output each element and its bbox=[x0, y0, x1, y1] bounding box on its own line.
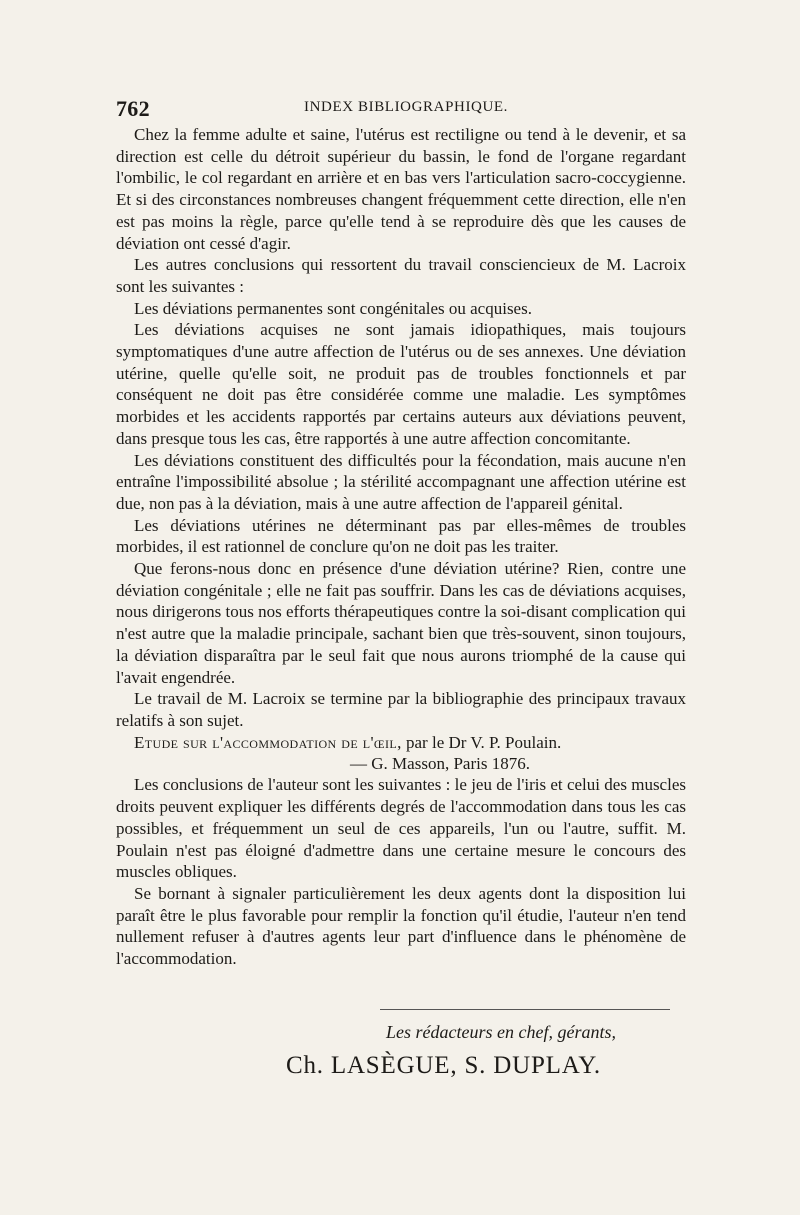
signature-divider bbox=[380, 1009, 670, 1010]
paragraph: Les conclusions de l'auteur sont les suivantes : le jeu de l'iris et celui des muscles droits peuvent expliquer les différents degrés de l'accommodation dans tous les cas possibles, et fréquemment un seul de ces appareils, l'un ou l'autre, suffit. M. Poulain n'est pas éloigné d'admettre dans une certaine mesure le concours des muscles obliques. bbox=[116, 775, 686, 882]
paragraph: Le travail de M. Lacroix se termine par la bibliographie des principaux travaux relatifs à son sujet. bbox=[116, 689, 686, 730]
paragraph: Les autres conclusions qui ressortent du travail consciencieux de M. Lacroix sont les suivantes : bbox=[116, 255, 686, 296]
paragraph: Se bornant à signaler particulièrement les deux agents dont la disposition lui paraît être le plus favorable pour remplir la fonction qu'il étudie, l'auteur n'en tend nullement refuser à d'autres agents leur part d'influence dans le phénomène de l'accommodation. bbox=[116, 883, 686, 969]
paragraph: Chez la femme adulte et saine, l'utérus est rectiligne ou tend à le devenir, et sa direction est celle du détroit supérieur du bassin, le fond de l'organe regardant l'ombilic, le col regardant en arrière et en bas vers l'articulation sacro-coccygienne. Et si des circonstances nombreuses changent fréquemment cette direction, elle n'en est pas moins la règle, parce qu'elle tend à se reproduire dès que les causes de déviation ont cessé d'agir. bbox=[116, 125, 686, 253]
page-header bbox=[116, 96, 686, 122]
entry-publisher: — G. Masson, Paris 1876. bbox=[350, 753, 530, 773]
paragraph: Les déviations acquises ne sont jamais idiopathiques, mais toujours symptomatiques d'une autre affection de l'utérus ou de ses annexes. Une déviation utérine, quelle qu'elle soit, ne produit pas de troubles fonctionnels et par conséquent ne doit pas être considérée comme une maladie. Les symptômes morbides et les accidents rapportés par certains auteurs aux déviations peuvent, dans presque tous les cas, être rapportés à une autre affection concomitante. bbox=[116, 320, 686, 448]
paragraph: Les déviations permanentes sont congénitales ou acquises. bbox=[134, 298, 532, 318]
signature-names: Ch. LASÈGUE, S. DUPLAY. bbox=[286, 1052, 601, 1079]
bibliography-entry-title bbox=[116, 732, 686, 753]
page-number: 762 bbox=[116, 96, 150, 121]
body-text bbox=[116, 124, 686, 970]
entry-author: par le Dr V. P. Poulain. bbox=[406, 732, 562, 752]
paragraph: Que ferons-nous donc en présence d'une déviation utérine? Rien, contre une déviation congénitale ; elle ne fait pas souffrir. Dans les cas de déviations acquises, nous dirigerons tous nos efforts thérapeutiques contre la soi-disant complication qui n'est autre que la maladie principale, sachant bien que très-souvent, sinon toujours, la déviation disparaîtra par le seul fait que nous aurons triomphé de la cause qui l'avait engendrée. bbox=[116, 559, 687, 687]
signature-editors-label: Les rédacteurs en chef, gérants, bbox=[386, 1022, 616, 1042]
paragraph: Les déviations constituent des difficultés pour la fécondation, mais aucune n'en entraîne l'impossibilité absolue ; la stérilité accompagnant une affection utérine est due, non pas à la déviation, mais à une autre affection de l'appareil génital. bbox=[116, 450, 686, 513]
paragraph: Les déviations utérines ne déterminant pas par elles-mêmes de troubles morbides, il est rationnel de conclure qu'on ne doit pas les traiter. bbox=[116, 515, 686, 557]
entry-title: Etude sur l'accommodation de l'œil, bbox=[134, 732, 402, 752]
running-title: INDEX BIBLIOGRAPHIQUE. bbox=[304, 99, 509, 115]
